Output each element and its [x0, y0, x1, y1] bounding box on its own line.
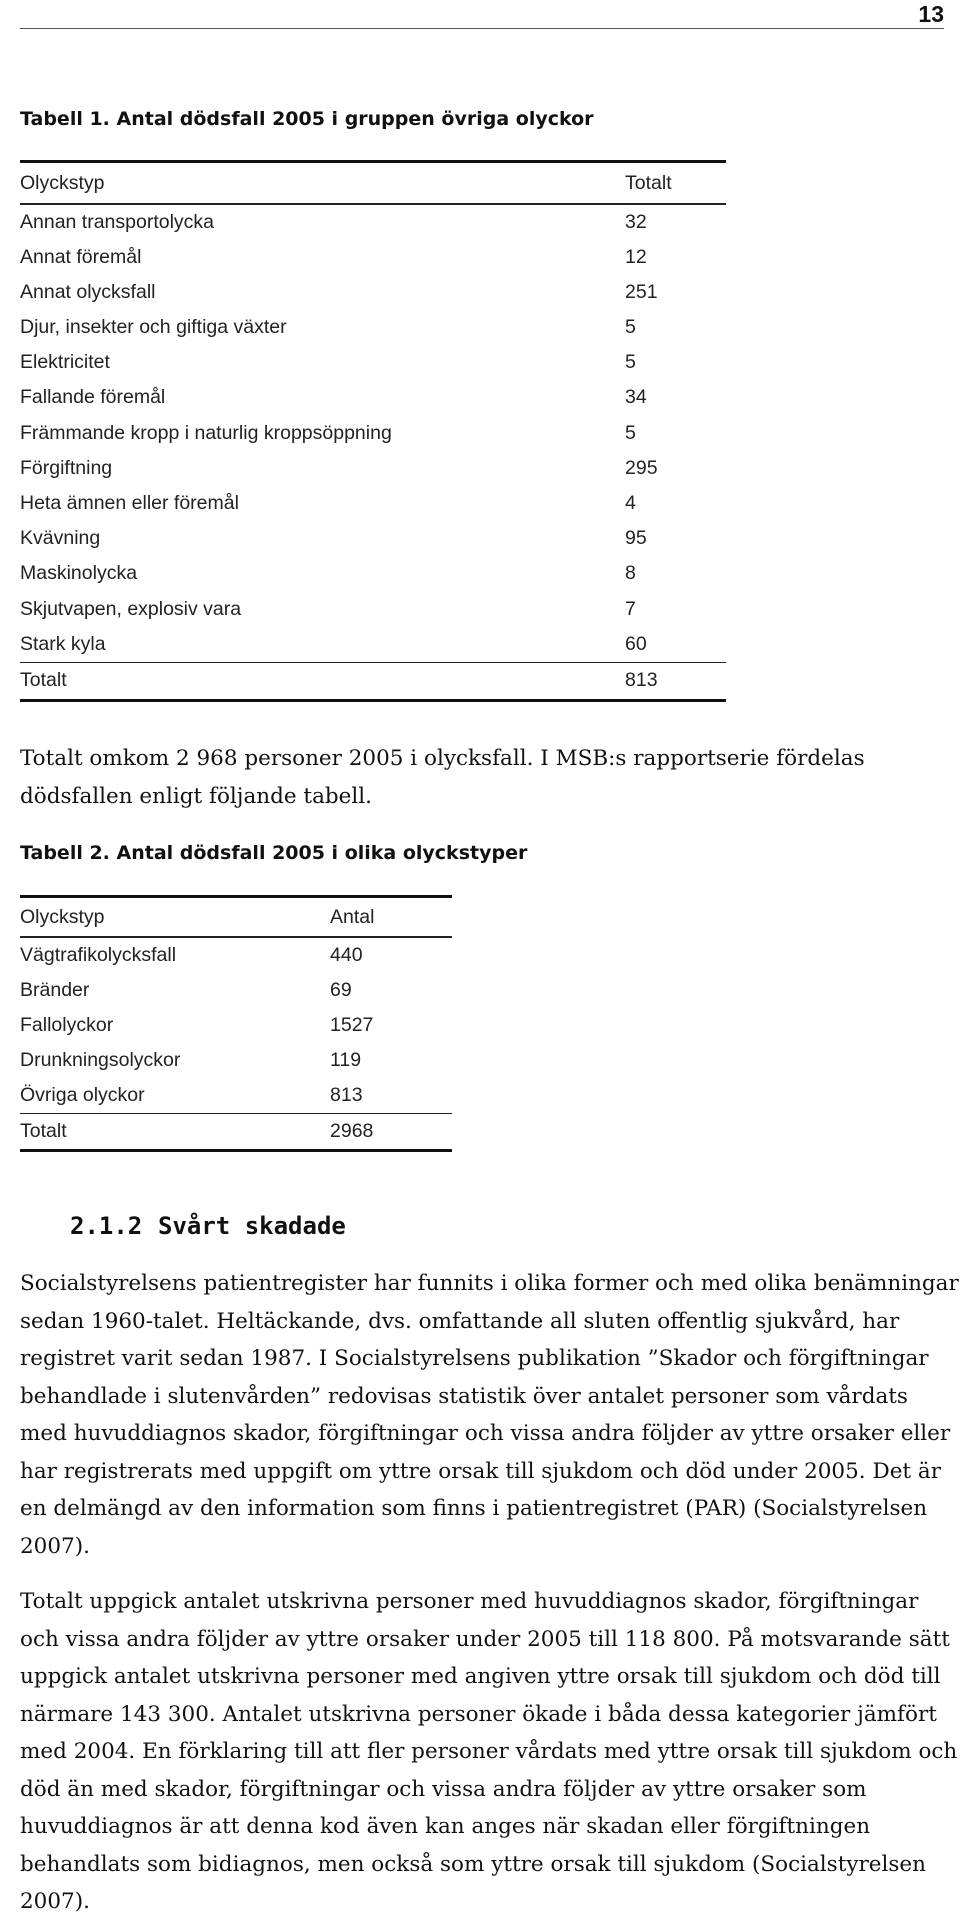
table-row: [20, 205, 726, 240]
table-total-row: [20, 663, 726, 698]
table-row: [20, 310, 726, 345]
column-header-totalt: Totalt: [625, 172, 672, 194]
row-value: 34: [625, 386, 647, 409]
column-header-antal: Antal: [330, 906, 375, 928]
table-1-caption: Tabell 1. Antal dödsfall 2005 i gruppen övriga olyckor: [20, 108, 594, 130]
table-row: [20, 556, 726, 591]
row-label: Totalt: [20, 1120, 67, 1142]
row-label: Bränder: [20, 978, 90, 1001]
column-header-olyckstyp: Olyckstyp: [20, 172, 105, 194]
row-label: Totalt: [20, 669, 67, 692]
table-row: [20, 345, 726, 380]
section-heading: [70, 1212, 346, 1240]
row-value: 60: [625, 632, 647, 655]
table-row: [20, 1008, 452, 1043]
row-label: Kvävning: [20, 527, 101, 550]
row-value: 119: [330, 1048, 362, 1071]
table-row: [20, 521, 726, 556]
row-value: 295: [625, 456, 658, 479]
table-row: [20, 240, 726, 275]
row-label: Drunkningsolyckor: [20, 1048, 181, 1071]
row-label: Fallolyckor: [20, 1013, 114, 1036]
row-value: 7: [625, 597, 636, 620]
table-row: [20, 486, 726, 521]
row-label: Stark kyla: [20, 632, 106, 655]
section-number: 2.1.2: [70, 1212, 143, 1240]
row-value: 813: [625, 669, 658, 692]
row-value: 12: [625, 245, 647, 268]
table-row: [20, 1078, 452, 1113]
row-value: 32: [625, 210, 647, 233]
row-value: 2968: [330, 1120, 374, 1142]
paragraph-patient-register: Socialstyrelsens patientregister har funnits i olika former och med olika benämningar sedan 1960-talet. Heltäckande, dvs. omfattande all sluten offentlig sjukvård, har registret varit sedan 1987. I Socialstyrelsens publikation ”Skador och förgiftningar behandlade i slutenvården” redovisas statistik över antalet personer som vårdats med huvuddiagnos skador, förgiftningar och vissa andra följder av yttre orsaker eller har registrerats med uppgift om yttre orsak till sjukdom och död under 2005. Det är en delmängd av den information som finns i patientregistret (PAR) (Socialstyrelsen 2007).: [20, 1271, 959, 1559]
row-label: Heta ämnen eller föremål: [20, 492, 239, 514]
section-title: Svårt skadade: [158, 1212, 346, 1240]
row-label: Maskinolycka: [20, 562, 138, 585]
row-value: 5: [625, 351, 636, 374]
row-label: Övriga olyckor: [20, 1083, 145, 1106]
table-header-row: [20, 163, 726, 203]
row-value: 95: [625, 527, 647, 550]
row-label: Annat olycksfall: [20, 280, 156, 303]
row-value: 1527: [330, 1013, 374, 1036]
table-2: [20, 895, 452, 1152]
row-value: 251: [625, 280, 658, 303]
table-bottom-rule: [20, 1149, 452, 1152]
row-value: 5: [625, 316, 636, 339]
page-number: 13: [20, 0, 944, 29]
column-header-olyckstyp: Olyckstyp: [20, 906, 105, 928]
row-label: Vägtrafikolycksfall: [20, 943, 177, 966]
row-value: 69: [330, 978, 352, 1001]
row-label: Förgiftning: [20, 456, 113, 479]
row-value: 4: [625, 492, 636, 514]
table-body: [20, 938, 452, 1150]
row-label: Annat föremål: [20, 245, 142, 268]
table-row: [20, 451, 726, 486]
table-row: [20, 416, 726, 451]
paragraph-deaths-total: Totalt omkom 2 968 personer 2005 i olycksfall. I MSB:s rapportserie fördelas dödsfallen enligt följande tabell.: [20, 746, 865, 809]
table-header-row: [20, 898, 452, 936]
table-2-caption: Tabell 2. Antal dödsfall 2005 i olika olyckstyper: [20, 842, 528, 864]
row-label: Främmande kropp i naturlig kroppsöppning: [20, 421, 392, 444]
row-value: 440: [330, 943, 363, 966]
table-row: [20, 938, 452, 973]
table-bottom-rule: [20, 699, 726, 702]
table-row: [20, 1043, 452, 1078]
table-row: [20, 973, 452, 1008]
row-label: Djur, insekter och giftiga växter: [20, 316, 287, 339]
row-label: Elektricitet: [20, 351, 110, 374]
table-row: [20, 627, 726, 662]
table-1: [20, 160, 726, 702]
row-value: 813: [330, 1083, 363, 1106]
paragraph-discharged-persons: Totalt uppgick antalet utskrivna personer med huvuddiagnos skador, förgiftningar och vissa andra följder av yttre orsaker under 2005 till 118 800. På motsvarande sätt uppgick antalet utskrivna personer med angiven yttre orsak till sjukdom och död till närmare 143 300. Antalet utskrivna personer ökade i båda dessa kategorier jämfört med 2004. En förklaring till att fler personer vårdats med yttre orsak till sjukdom och död än med skador, förgiftningar och vissa andra följder av yttre orsaker som huvuddiagnos är att denna kod även kan anges när skadan eller förgiftningen behandlats som bidiagnos, men också som yttre orsak till sjukdom (Socialstyrelsen 2007).: [20, 1589, 958, 1914]
row-label: Annan transportolycka: [20, 210, 215, 233]
table-row: [20, 380, 726, 415]
row-label: Fallande föremål: [20, 386, 166, 409]
table-row: [20, 275, 726, 310]
row-value: 8: [625, 562, 636, 585]
table-row: [20, 592, 726, 627]
row-value: 5: [625, 421, 636, 444]
row-label: Skjutvapen, explosiv vara: [20, 597, 242, 620]
table-total-row: [20, 1114, 452, 1149]
table-body: [20, 205, 726, 699]
